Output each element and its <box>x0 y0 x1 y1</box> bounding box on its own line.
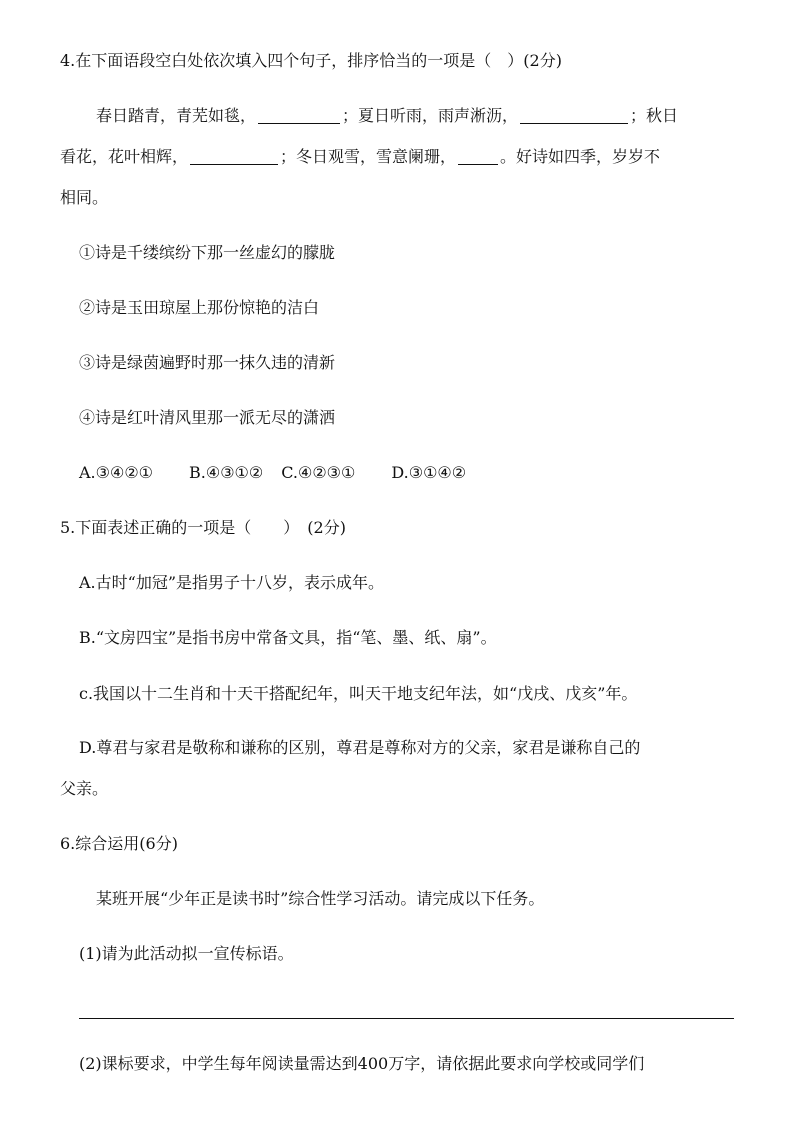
q6-stem: 6.综合运用(6分) <box>60 834 178 853</box>
q4-option-a: A.③④②① <box>79 463 154 482</box>
q4-option-b: B.④③①② <box>189 463 264 482</box>
q4-sentence: ③诗是绿茵遍野时那一抹久违的清新 <box>79 353 336 372</box>
answer-line[interactable] <box>79 1018 734 1019</box>
answer-blank <box>258 107 340 124</box>
q4-sentence: ①诗是千缕缤纷下那一丝虚幻的朦胧 <box>79 243 336 262</box>
q4-passage-text: 春日踏青，青芜如毯， <box>96 106 257 125</box>
answer-blank <box>520 107 628 124</box>
q4-passage-text: 。好诗如四季，岁岁不 <box>500 147 661 166</box>
q4-option-c: C.④②③① <box>281 463 356 482</box>
q4-passage-text: ；秋日 <box>630 106 679 125</box>
q4-passage-line-2 <box>60 146 660 168</box>
q5-option-d: D.尊君与家君是敬称和谦称的区别，尊君是尊称对方的父亲，家君是谦称自己的 <box>79 738 641 757</box>
q6-task-1: (1)请为此活动拟一宣传标语。 <box>79 944 294 963</box>
q4-stem: 4.在下面语段空白处依次填入四个句子，排序恰当的一项是（ ）(2分) <box>60 51 562 70</box>
q4-passage-text: ；冬日观雪，雪意阑珊， <box>280 147 457 166</box>
q5-stem: 5.下面表述正确的一项是（ ） (2分) <box>60 518 346 537</box>
q4-sentence: ④诗是红叶清风里那一派无尽的潇洒 <box>79 408 336 427</box>
q5-option-b: B.“文房四宝”是指书房中常备文具，指“笔、墨、纸、扇”。 <box>79 628 497 647</box>
q4-passage-line-3: 相同。 <box>60 188 109 207</box>
q5-option-c: c.我国以十二生肖和十天干搭配纪年，叫天干地支纪年法，如“戊戌、戊亥”年。 <box>79 684 638 703</box>
answer-blank <box>190 148 278 165</box>
q6-intro: 某班开展“少年正是读书时”综合性学习活动。请完成以下任务。 <box>96 889 545 908</box>
q4-passage-text: 看花，花叶相辉， <box>60 147 189 166</box>
q4-option-d: D.③①④② <box>391 463 467 482</box>
q6-task-2: (2)课标要求，中学生每年阅读量需达到400万字，请依据此要求向学校或同学们 <box>79 1054 645 1073</box>
q5-option-a: A.古时“加冠”是指男子十八岁，表示成年。 <box>79 573 385 592</box>
q4-sentence: ②诗是玉田琼屋上那份惊艳的洁白 <box>79 298 320 317</box>
answer-blank <box>458 148 498 165</box>
q5-option-d-continued: 父亲。 <box>60 779 109 798</box>
q4-passage-line-1 <box>96 105 678 127</box>
q4-options <box>79 462 466 484</box>
q4-passage-text: ；夏日听雨，雨声淅沥， <box>342 106 519 125</box>
